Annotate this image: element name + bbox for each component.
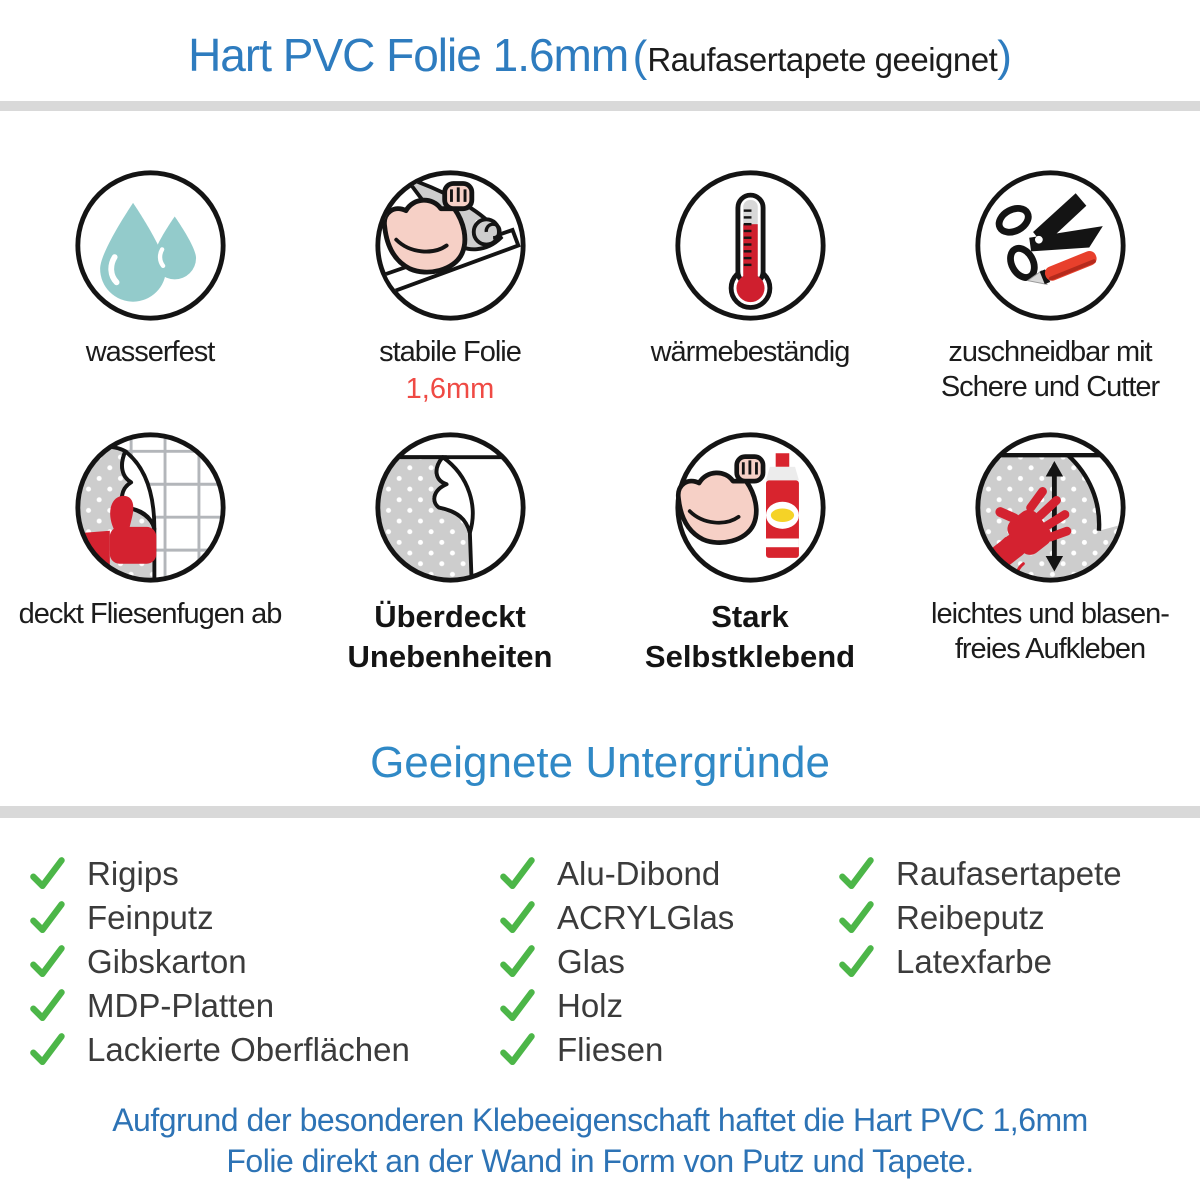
check-icon bbox=[27, 898, 67, 938]
title-paren-open: ( bbox=[632, 32, 648, 81]
hand-press-foil-icon bbox=[973, 430, 1128, 585]
page-title bbox=[0, 28, 1200, 82]
divider-bar-bottom bbox=[0, 806, 1200, 818]
footer-note bbox=[0, 1100, 1200, 1182]
check-icon bbox=[27, 986, 67, 1026]
list-item-label: ACRYLGlas bbox=[557, 899, 735, 936]
feature-zuschneidbar bbox=[900, 168, 1200, 430]
feature-waermebestaendig bbox=[600, 168, 900, 430]
check-icon bbox=[497, 942, 537, 982]
title-main: Hart PVC Folie 1.6mm bbox=[188, 29, 629, 81]
feature-label: stabile Folie bbox=[379, 336, 521, 368]
list-item bbox=[497, 984, 734, 1028]
feature-wasserfest bbox=[0, 168, 300, 430]
list-item bbox=[27, 852, 410, 896]
list-item-label: Raufasertapete bbox=[896, 855, 1122, 892]
list-item-label: Gibskarton bbox=[87, 943, 247, 980]
check-icon bbox=[27, 1030, 67, 1070]
thumb-up-tiles-icon bbox=[73, 430, 228, 585]
check-icon bbox=[497, 986, 537, 1026]
thermometer-icon bbox=[673, 168, 828, 323]
feature-sublabel-thickness: 1,6mm bbox=[405, 373, 495, 405]
list-item bbox=[836, 852, 1122, 896]
feature-fliesenfugen bbox=[0, 430, 300, 692]
feature-label-line2: Selbstklebend bbox=[644, 639, 856, 674]
list-item-label: MDP-Platten bbox=[87, 987, 275, 1024]
list-item-label: Glas bbox=[557, 943, 625, 980]
list-item-label: Holz bbox=[557, 987, 624, 1024]
list-item bbox=[27, 984, 410, 1028]
surface-column-2 bbox=[497, 852, 734, 1072]
list-item bbox=[836, 896, 1122, 940]
check-icon bbox=[27, 854, 67, 894]
list-item bbox=[497, 1028, 734, 1072]
list-item-label: Feinputz bbox=[87, 899, 214, 936]
list-item bbox=[27, 896, 410, 940]
feature-unebenheiten bbox=[300, 430, 600, 692]
feature-label: zuschneidbar mit bbox=[948, 336, 1152, 368]
feature-label: leichtes und blasen- bbox=[931, 598, 1169, 630]
feature-label-line2: freies Aufkleben bbox=[954, 633, 1146, 665]
surface-column-1 bbox=[27, 852, 410, 1072]
check-icon bbox=[836, 942, 876, 982]
feature-selbstklebend bbox=[600, 430, 900, 692]
list-item bbox=[27, 940, 410, 984]
feature-grid bbox=[0, 168, 1200, 692]
divider-bar-top bbox=[0, 101, 1200, 111]
check-icon bbox=[497, 1030, 537, 1070]
title-paren-close: ) bbox=[997, 32, 1012, 81]
dotted-foil-fold-icon bbox=[373, 430, 528, 585]
feature-label: deckt Fliesenfugen ab bbox=[18, 598, 282, 630]
feature-label-line2: Schere und Cutter bbox=[940, 371, 1160, 403]
feature-label: wasserfest bbox=[85, 336, 215, 368]
list-item-label: Alu-Dibond bbox=[557, 855, 721, 892]
feature-aufkleben bbox=[900, 430, 1200, 692]
section-heading-untergruende: Geeignete Untergründe bbox=[370, 738, 830, 787]
water-drops-icon bbox=[73, 168, 228, 323]
feature-stabile-folie bbox=[300, 168, 600, 430]
list-item bbox=[27, 1028, 410, 1072]
feature-label: Stark bbox=[711, 599, 789, 634]
list-item-label: Lackierte Oberflächen bbox=[87, 1031, 410, 1068]
muscle-arm-foil-icon bbox=[373, 168, 528, 323]
list-item-label: Rigips bbox=[87, 855, 179, 892]
surface-column-3 bbox=[836, 852, 1122, 984]
feature-label-line2: Unebenheiten bbox=[347, 639, 553, 674]
scissors-cutter-icon bbox=[973, 168, 1128, 323]
footer-line-2: Folie direkt an der Wand in Form von Putz und Tapete. bbox=[226, 1143, 974, 1179]
title-subtitle: Raufasertapete geeignet bbox=[647, 41, 998, 78]
list-item bbox=[497, 852, 734, 896]
feature-label: wärmebeständig bbox=[650, 336, 850, 368]
check-icon bbox=[836, 854, 876, 894]
list-item bbox=[497, 896, 734, 940]
check-icon bbox=[27, 942, 67, 982]
list-item-label: Latexfarbe bbox=[896, 943, 1052, 980]
check-icon bbox=[836, 898, 876, 938]
feature-label: Überdeckt bbox=[374, 599, 526, 634]
list-item bbox=[497, 940, 734, 984]
check-icon bbox=[497, 898, 537, 938]
check-icon bbox=[497, 854, 537, 894]
list-item-label: Reibeputz bbox=[896, 899, 1045, 936]
footer-line-1: Aufgrund der besonderen Klebeeigenschaft haftet die Hart PVC 1,6mm bbox=[112, 1102, 1088, 1138]
list-item-label: Fliesen bbox=[557, 1031, 664, 1068]
list-item bbox=[836, 940, 1122, 984]
muscle-arm-glue-icon bbox=[673, 430, 828, 585]
